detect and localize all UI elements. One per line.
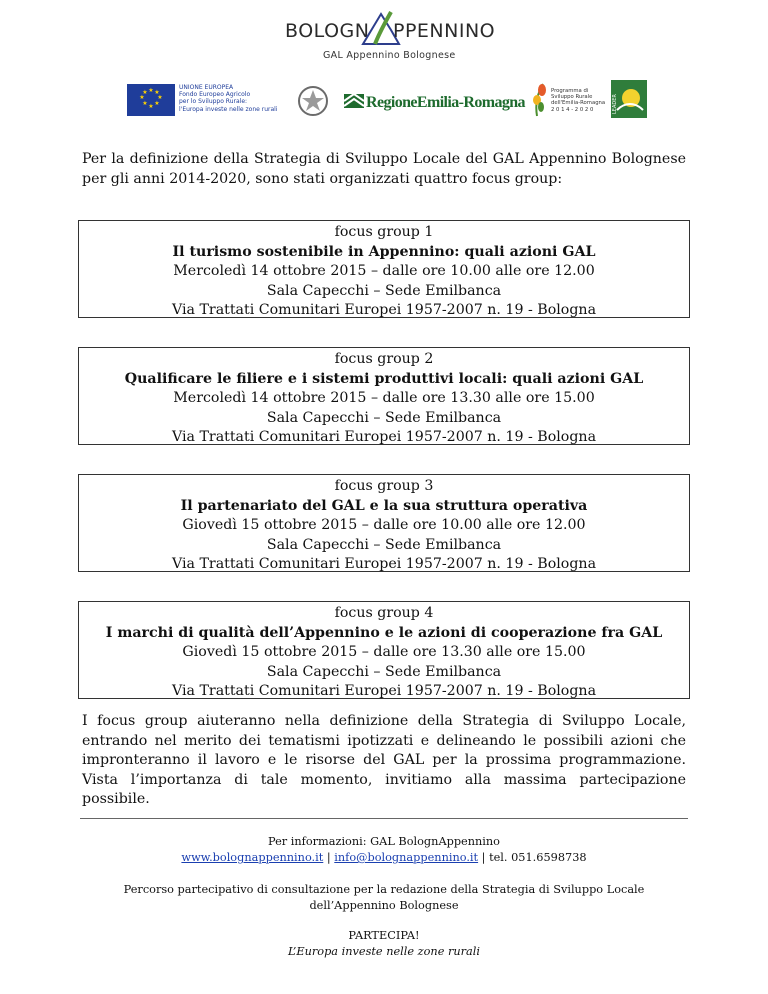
regione-emilia-romagna-logo: RegioneEmilia-Romagna xyxy=(344,92,519,114)
focus-group-address: Via Trattati Comunitari Europei 1957-2007 n. 19 - Bologna xyxy=(171,683,597,699)
footer-process xyxy=(80,882,688,914)
footer-slogan xyxy=(80,928,688,960)
svg-text:★: ★ xyxy=(139,94,145,101)
logo-subtitle: GAL Appennino Bolognese xyxy=(323,50,456,61)
eu-text: UNIONE EUROPEA Fondo Europeo Agricolo per lo Sviluppo Rurale: l'Europa investe nelle zone rurali xyxy=(179,84,278,113)
focus-group-title: Qualificare le filiere e i sistemi produttivi locali: quali azioni GAL xyxy=(124,370,644,387)
process-line-2: dell’Appennino Bolognese xyxy=(309,899,459,912)
focus-group-box xyxy=(78,220,690,318)
focus-group-label: focus group 3 xyxy=(334,478,434,494)
focus-group-room: Sala Capecchi – Sede Emilbanca xyxy=(266,282,502,299)
psr-leaf-icon xyxy=(529,80,549,118)
focus-group-title: Il turismo sostenibile in Appennino: quali azioni GAL xyxy=(172,243,596,260)
logo-text-right: PPENNINO xyxy=(393,20,496,42)
footer-phone: | tel. 051.6598738 xyxy=(478,851,587,864)
focus-group-box xyxy=(78,474,690,572)
website-link[interactable]: www.bolognappennino.it xyxy=(181,851,324,864)
focus-group-address: Via Trattati Comunitari Europei 1957-2007 n. 19 - Bologna xyxy=(171,302,597,318)
svg-text:★: ★ xyxy=(142,100,148,107)
eu-logo xyxy=(127,84,287,118)
focus-group-address: Via Trattati Comunitari Europei 1957-2007 n. 19 - Bologna xyxy=(171,556,597,572)
focus-group-box xyxy=(78,347,690,445)
svg-text:LEADER: LEADER xyxy=(612,94,618,114)
svg-text:★: ★ xyxy=(157,94,163,101)
svg-text:★: ★ xyxy=(148,87,154,94)
svg-text:★: ★ xyxy=(154,89,160,96)
svg-text:★: ★ xyxy=(142,89,148,96)
leader-emblem-icon xyxy=(611,80,647,118)
process-line-1: Percorso partecipativo di consultazione per la redazione della Strategia di Sviluppo Locale xyxy=(123,883,645,896)
footer-contacts: Per informazioni: GAL BolognAppennino www.bolognappennino.it | info@bolognappennino.it | tel. 051.6598738 xyxy=(80,834,688,866)
focus-group-room: Sala Capecchi – Sede Emilbanca xyxy=(266,536,502,553)
focus-group-title: Il partenariato del GAL e la sua struttura operativa xyxy=(180,497,588,514)
rer-emblem-icon xyxy=(344,92,364,110)
focus-group-date: Giovedì 15 ottobre 2015 – dalle ore 10.00 alle ore 12.00 xyxy=(182,517,586,533)
partner-logos xyxy=(0,80,768,125)
focus-group-title: I marchi di qualità dell’Appennino e le azioni di cooperazione fra GAL xyxy=(105,624,663,641)
footer-divider xyxy=(80,818,688,819)
partecipa-text: PARTECIPA! xyxy=(348,929,420,942)
italian-republic-emblem-icon xyxy=(296,82,330,120)
closing-paragraph: I focus group aiuteranno nella definizione della Strategia di Sviluppo Locale, entrando nel merito dei tematismi ipotizzati e delineando le possibili azioni che impronteranno il lavoro e le risorse del GAL per la prossima programmazione. Vista l’importanza di tale momento, invitiamo alla massima partecipazione possibile. xyxy=(82,713,686,807)
eu-flag-icon xyxy=(127,84,175,116)
svg-text:★: ★ xyxy=(154,100,160,107)
focus-group-box xyxy=(78,601,690,699)
focus-group-date: Mercoledì 14 ottobre 2015 – dalle ore 13.30 alle ore 15.00 xyxy=(173,390,595,406)
psr-logo: Programma di Sviluppo Rurale dell'Emilia-Romagna 2 0 1 4 - 2 0 2 0 xyxy=(529,80,599,120)
focus-group-label: focus group 2 xyxy=(334,351,434,367)
focus-group-label: focus group 1 xyxy=(334,224,434,240)
focus-group-label: focus group 4 xyxy=(334,605,434,621)
footer-info: Per informazioni: GAL BolognAppennino xyxy=(268,835,500,848)
focus-group-date: Mercoledì 14 ottobre 2015 – dalle ore 10.00 alle ore 12.00 xyxy=(173,263,595,279)
focus-group-date: Giovedì 15 ottobre 2015 – dalle ore 13.30 alle ore 15.00 xyxy=(182,644,586,660)
leader-logo xyxy=(611,80,647,118)
intro-paragraph: Per la definizione della Strategia di Sviluppo Locale del GAL Appennino Bolognese per gli anni 2014-2020, sono stati organizzati quattro focus group: xyxy=(82,151,686,187)
slogan-text: L’Europa investe nelle zone rurali xyxy=(287,945,481,958)
focus-group-room: Sala Capecchi – Sede Emilbanca xyxy=(266,409,502,426)
focus-group-room: Sala Capecchi – Sede Emilbanca xyxy=(266,663,502,680)
focus-group-address: Via Trattati Comunitari Europei 1957-2007 n. 19 - Bologna xyxy=(171,429,597,445)
email-link[interactable]: info@bolognappennino.it xyxy=(334,851,479,864)
logo-text-left: BOLOGN xyxy=(285,20,370,42)
gal-logo xyxy=(283,6,496,66)
svg-text:★: ★ xyxy=(148,103,154,110)
